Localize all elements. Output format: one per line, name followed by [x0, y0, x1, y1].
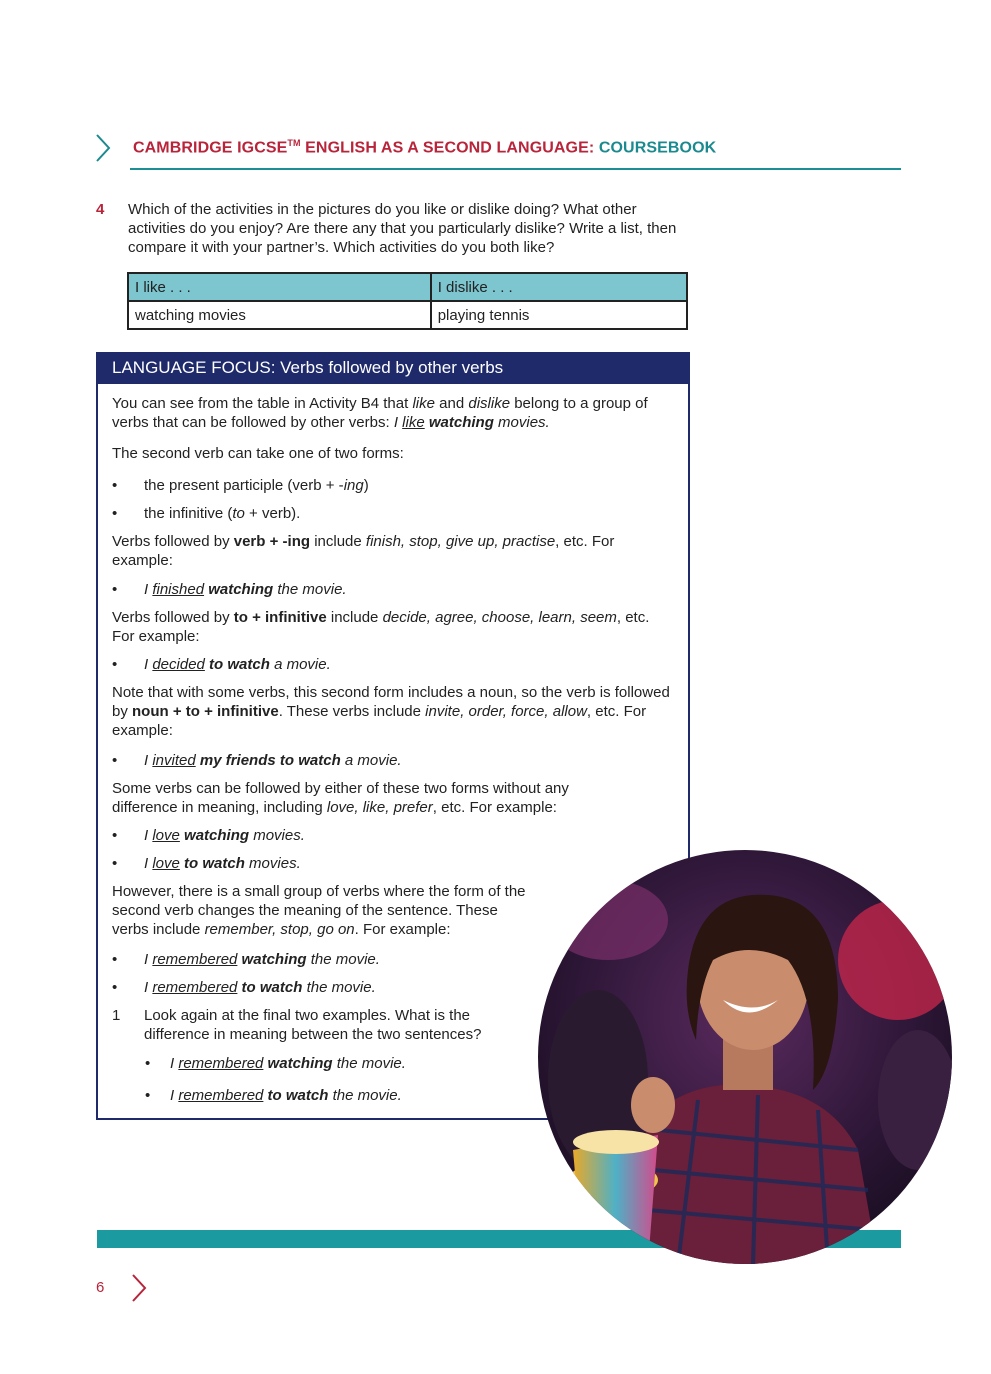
text: finish, stop, give up, practise [365, 533, 556, 550]
text: I [144, 752, 153, 769]
table-cell-like: watching movies [128, 301, 431, 329]
bullet-dot: • [112, 477, 118, 494]
text: to + infinitive [233, 609, 327, 626]
bullet-dot: • [112, 752, 118, 769]
text: movies. [249, 827, 305, 844]
header-trademark: TM [287, 138, 301, 148]
text: I [144, 951, 153, 968]
text: , etc. For example: [112, 533, 615, 569]
text: noun + to + infinitive [132, 703, 279, 720]
text: belong to a group of verbs that can be followed by other verbs: [112, 395, 648, 431]
text: ing [343, 477, 364, 494]
text: and [434, 395, 469, 412]
text: to [232, 505, 245, 522]
example-sentence [144, 655, 664, 674]
text: to watch [237, 979, 303, 996]
table-cell-dislike: playing tennis [431, 301, 687, 329]
header-rule [130, 168, 901, 170]
bullet-dot: • [112, 827, 118, 844]
text: I [144, 827, 153, 844]
bullet-dot: • [112, 505, 118, 522]
text: the present participle (verb + - [144, 477, 344, 494]
text: ) [363, 477, 369, 494]
page-number: 6 [96, 1279, 105, 1296]
text: love [152, 855, 180, 872]
text: , etc. For example: [432, 799, 557, 816]
table-header-row [128, 273, 687, 301]
focus-paragraph-forms: The second verb can take one of two forms: [112, 445, 404, 462]
text: watching [204, 581, 274, 598]
cinema-illustration [538, 850, 952, 1264]
bullet-dot: • [145, 1055, 151, 1072]
text: love, like, prefer [326, 799, 433, 816]
text: the movie. [306, 951, 380, 968]
focus-paragraph-ing [112, 532, 642, 570]
text: invited [152, 752, 196, 769]
text: love [152, 827, 180, 844]
example-sentence [144, 751, 664, 770]
text: watching [424, 414, 494, 431]
text: include [326, 609, 383, 626]
text: Note that with some verbs, this second form includes a noun, so the verb is followed by [112, 684, 670, 720]
text: to watch [179, 855, 245, 872]
text: I [144, 656, 153, 673]
bullet-dot: • [112, 979, 118, 996]
text: remembered [178, 1087, 264, 1104]
text: watching [263, 1055, 333, 1072]
header-title-part1: CAMBRIDGE IGCSE [133, 139, 288, 157]
text: include [310, 533, 366, 550]
text: , etc. For example: [112, 703, 647, 739]
text: finished [152, 581, 205, 598]
text: invite, order, force, allow [425, 703, 587, 720]
focus-paragraph-meaning-change [112, 882, 537, 939]
text: Verbs followed by [112, 533, 234, 550]
likes-table [127, 272, 688, 330]
text: remembered [152, 951, 238, 968]
focus-paragraph-either [112, 779, 622, 817]
text: like [412, 395, 435, 412]
example-sentence [144, 580, 664, 599]
language-focus-title: LANGUAGE FOCUS: Verbs followed by other verbs [112, 358, 504, 377]
text: dislike [468, 395, 511, 412]
header-title-part2: ENGLISH AS A SECOND LANGUAGE: [300, 139, 599, 157]
text: verb + -ing [233, 533, 311, 550]
text: remembered [178, 1055, 264, 1072]
bullet-dot: • [112, 656, 118, 673]
text: my friends to watch [195, 752, 341, 769]
text: remembered [152, 979, 238, 996]
text: I [170, 1055, 179, 1072]
text: . These verbs include [278, 703, 426, 720]
text: decide, agree, choose, learn, seem [382, 609, 617, 626]
text: a movie. [340, 752, 402, 769]
text: However, there is a small group of verbs where the form of the second verb changes the meaning of the sentence. These verbs include [112, 883, 526, 938]
text: the movie. [302, 979, 376, 996]
text: Verbs followed by [112, 609, 234, 626]
text: the movie. [332, 1055, 406, 1072]
text: to watch [263, 1087, 329, 1104]
question-text: Look again at the final two examples. What is the difference in meaning between the two sentences? [144, 1007, 482, 1043]
text: the movie. [273, 581, 347, 598]
text: the infinitive ( [144, 505, 233, 522]
focus-paragraph-noun [112, 683, 672, 740]
chevron-right-icon [94, 132, 112, 164]
text: like [402, 414, 425, 431]
text: I [393, 414, 403, 431]
focus-paragraph-infinitive [112, 608, 672, 646]
table-header-dislike: I dislike . . . [431, 273, 687, 301]
header-title-part3: COURSEBOOK [598, 139, 717, 157]
text: I [144, 581, 153, 598]
text: watching [237, 951, 307, 968]
running-header [133, 138, 716, 157]
bullet-dot: • [112, 581, 118, 598]
text: a movie. [269, 656, 331, 673]
text: to watch [204, 656, 270, 673]
bullet-dot: • [112, 855, 118, 872]
text: movies. [244, 855, 301, 872]
text: remember, stop, go on [204, 921, 355, 938]
bullet-dot: • [112, 951, 118, 968]
text: . For example: [354, 921, 451, 938]
focus-paragraph-intro [112, 394, 672, 432]
text: the movie. [328, 1087, 402, 1104]
example-sentence [144, 826, 664, 845]
text: watching [179, 827, 250, 844]
language-focus-header [96, 352, 688, 384]
text: movies. [493, 414, 550, 431]
text: + verb). [244, 505, 301, 522]
bullet-dot: • [145, 1087, 151, 1104]
text: You can see from the table in Activity B4 that [112, 395, 413, 412]
text: decided [152, 656, 205, 673]
text: I [144, 855, 153, 872]
table-row [128, 301, 687, 329]
text: I [144, 979, 153, 996]
question-number: 1 [112, 1007, 121, 1024]
table-header-like: I like . . . [128, 273, 431, 301]
text: , etc. For example: [112, 609, 650, 645]
text: I [170, 1087, 179, 1104]
list-item-text [144, 504, 664, 523]
activity-instructions: Which of the activities in the pictures do you like or dislike doing? What other activities do you enjoy? Are there any that you particularly dislike? Write a list, then compare it with your partner’s. Which activities do you both like? [128, 201, 677, 256]
list-item-text [144, 476, 664, 495]
example-sentence [144, 854, 664, 873]
activity-number: 4 [96, 201, 105, 218]
chevron-right-icon [130, 1272, 148, 1304]
text: Some verbs can be followed by either of these two forms without any difference in meaning, including [112, 780, 569, 816]
cinema-photo [538, 850, 952, 1264]
